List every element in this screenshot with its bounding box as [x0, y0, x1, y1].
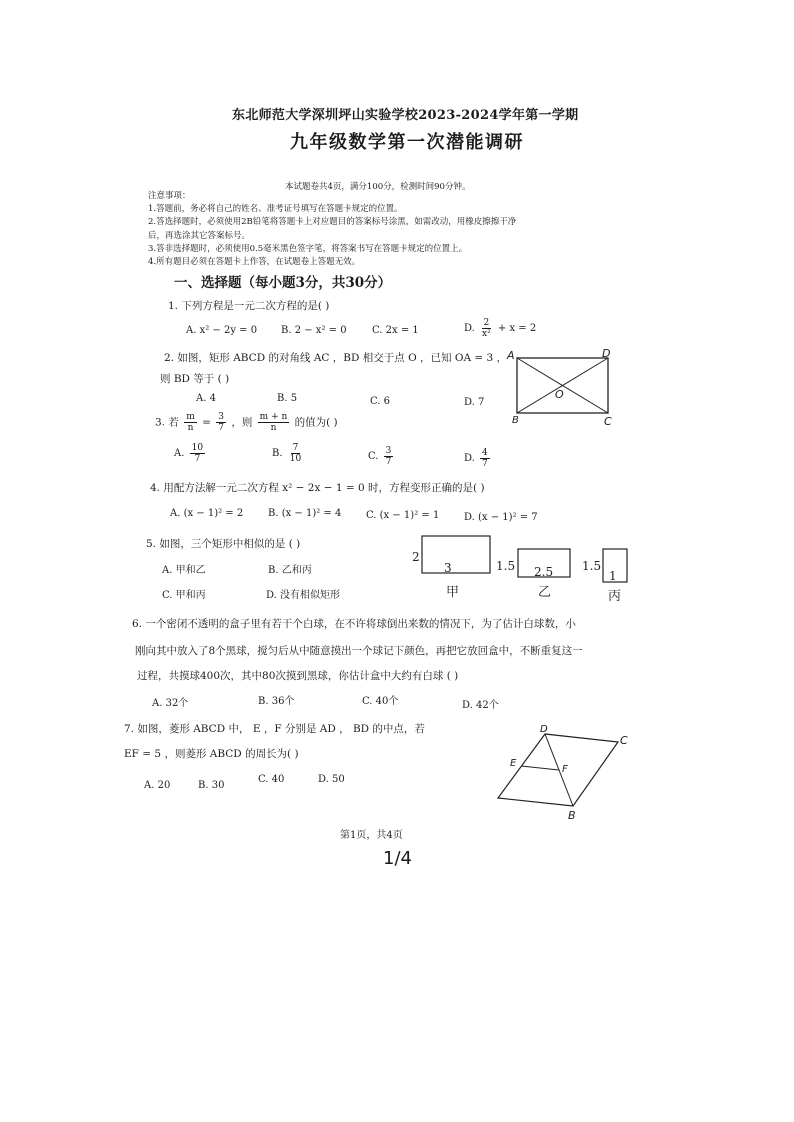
q6-option-c: C. 40个: [362, 696, 399, 707]
question-7-line2: EF = 5 ，则菱形 ABCD 的周长为( ): [124, 748, 299, 760]
option-label: D.: [464, 323, 475, 334]
page-count: 1/4: [383, 848, 412, 869]
fraction: [190, 443, 205, 464]
q5-option-d: D. 没有相似矩形: [266, 590, 341, 601]
q3-option-a: [174, 443, 207, 464]
notice-item: 3.答非选择题时，必须使用0.5毫米黑色签字笔，将答案书写在答题卡规定的位置上。: [148, 243, 468, 254]
option-suffix: + x = 2: [497, 323, 537, 334]
notice-block: [148, 190, 618, 269]
option-label: D.: [464, 453, 475, 464]
rect1-side-label: 2: [412, 550, 420, 564]
q6-option-d: D. 42个: [462, 700, 499, 711]
numerator: 3: [385, 446, 392, 456]
q1-option-d: [464, 318, 536, 339]
fraction: [258, 412, 290, 433]
q3-option-b: [272, 443, 305, 464]
denominator: 7: [482, 459, 488, 469]
fraction: [216, 412, 226, 433]
option-label: A.: [174, 448, 185, 459]
rhombus-abcd-figure: [490, 720, 640, 825]
denominator: 7: [385, 457, 392, 467]
three-rectangles-figure: [408, 530, 632, 606]
rect3-side-label: 1.5: [582, 559, 602, 573]
rect1-name: 甲: [446, 585, 460, 600]
denominator: 7: [194, 454, 201, 464]
exam-title: 九年级数学第一次潜能调研: [290, 132, 524, 153]
notice-item: 4.所有题目必须在答题卡上作答，在试题卷上答题无效。: [148, 257, 361, 268]
question-6-line1: 6. 一个密闭不透明的盒子里有若干个白球，在不许将球倒出来数的情况下，为了估计白球数，小: [132, 618, 576, 630]
fraction: [384, 446, 394, 467]
q1-option-b: B. 2 − x² = 0: [281, 325, 347, 336]
numerator: 2: [483, 318, 490, 328]
q5-option-a: A. 甲和乙: [162, 565, 206, 576]
numerator: 3: [218, 412, 224, 422]
question-6-line3: 过程，共摸球400次，其中80次摸到黑球，你估计盒中大约有白球 ( ): [137, 670, 459, 682]
q3-option-c: [368, 446, 395, 467]
q4-option-b: B. (x − 1)² = 4: [268, 508, 342, 519]
rect2-side-label: 1.5: [496, 559, 516, 573]
q4-option-c: C. (x − 1)² = 1: [366, 510, 440, 521]
vertex-label-d: D: [602, 347, 611, 360]
numerator: 4: [482, 448, 488, 458]
q1-option-c: C. 2x = 1: [372, 325, 419, 336]
vertex-label-b: B: [512, 415, 519, 426]
denominator: n: [270, 423, 277, 433]
page-footer: 第1页，共4页: [340, 830, 403, 841]
exam-info: 本试题卷共4页，满分100分，检测时间90分钟。: [285, 182, 471, 192]
center-label-o: O: [555, 388, 564, 401]
question-3-stem: [155, 412, 338, 433]
q7-option-c: C. 40: [258, 774, 285, 785]
notice-item: 1.答题前，务必将自己的姓名、准考证号填写在答题卡规定的位置。: [148, 204, 403, 215]
denominator: n: [187, 423, 194, 433]
q5-option-b: B. 乙和丙: [268, 565, 312, 576]
question-6-line2: 刚向其中放入了8个黑球，搅匀后从中随意摸出一个球记下颜色，再把它放回盒中，不断重复这一: [135, 645, 583, 657]
fraction: [184, 412, 197, 433]
q7-option-d: D. 50: [318, 774, 345, 785]
q6-option-a: A. 32个: [152, 698, 189, 709]
denominator: 10: [289, 454, 302, 464]
vertex-label-c: C: [620, 734, 628, 747]
q5-option-c: C. 甲和丙: [162, 590, 206, 601]
denominator: 7: [218, 423, 224, 433]
vertex-label-b: B: [568, 809, 576, 822]
q1-option-a: A. x² − 2y = 0: [186, 325, 258, 336]
rectangle-abcd-figure: [505, 345, 620, 430]
rect2-bottom-label: 2.5: [534, 565, 554, 579]
vertex-label-d: D: [540, 724, 548, 735]
q2-option-d: D. 7: [464, 397, 485, 408]
q3-mid: ，则: [231, 416, 253, 429]
question-2-line2: 则 BD 等于 ( ): [160, 373, 230, 385]
question-4-stem: 4. 用配方法解一元二次方程 x² − 2x − 1 = 0 时，方程变形正确的是( ): [150, 482, 485, 494]
question-2-line1: 2. 如图，矩形 ABCD 的对角线 AC ，BD 相交于点 O ，已知 OA = 3 ，: [164, 352, 508, 364]
option-label: B.: [272, 448, 283, 459]
q2-option-c: C. 6: [370, 396, 391, 407]
point-label-f: F: [562, 764, 568, 775]
notice-item: 后，再选涂其它答案标号。: [148, 230, 251, 241]
denominator: x²: [482, 329, 491, 339]
q3-suffix: 的值为( ): [294, 416, 338, 429]
q4-option-a: A. (x − 1)² = 2: [170, 508, 244, 519]
rect2-name: 乙: [538, 585, 552, 600]
numerator: 7: [292, 443, 299, 453]
rect3-bottom-label: 1: [609, 569, 617, 583]
vertex-label-c: C: [604, 415, 612, 428]
notice-heading: 注意事项：: [148, 191, 191, 201]
q3-prefix: 3. 若: [155, 416, 179, 429]
question-5-stem: 5. 如图，三个矩形中相似的是 ( ): [146, 538, 301, 550]
notice-item: 2.答选择题时，必须使用2B铅笔将答题卡上对应题目的答案标号涂黑，如需改动，用橡皮擦擦干净: [148, 217, 517, 228]
fraction: [480, 318, 493, 339]
q4-option-d: D. (x − 1)² = 7: [464, 512, 538, 523]
question-7-line1: 7. 如图，菱形 ABCD 中， E ，F 分别是 AD ， BD 的中点，若: [124, 723, 425, 735]
q6-option-b: B. 36个: [258, 696, 295, 707]
fraction: [480, 448, 490, 469]
q7-option-a: A. 20: [144, 780, 171, 791]
numerator: m + n: [259, 412, 288, 422]
equals-sign: =: [202, 416, 211, 429]
school-name: 东北师范大学深圳坪山实验学校2023-2024学年第一学期: [232, 108, 579, 123]
numerator: 10: [191, 443, 204, 453]
q3-option-d: [464, 448, 492, 469]
fraction: [288, 443, 303, 464]
rect3-name: 丙: [608, 589, 622, 604]
point-label-e: E: [510, 758, 517, 769]
numerator: m: [186, 412, 195, 422]
question-1-stem: 1. 下列方程是一元二次方程的是( ): [168, 300, 330, 312]
option-label: C.: [368, 451, 379, 462]
section-title: 一、选择题（每小题3分，共30分）: [174, 275, 392, 291]
q2-option-a: A. 4: [196, 393, 216, 404]
q7-option-b: B. 30: [198, 780, 225, 791]
vertex-label-a: A: [507, 349, 515, 362]
rect1-bottom-label: 3: [444, 561, 452, 575]
q2-option-b: B. 5: [277, 393, 298, 404]
